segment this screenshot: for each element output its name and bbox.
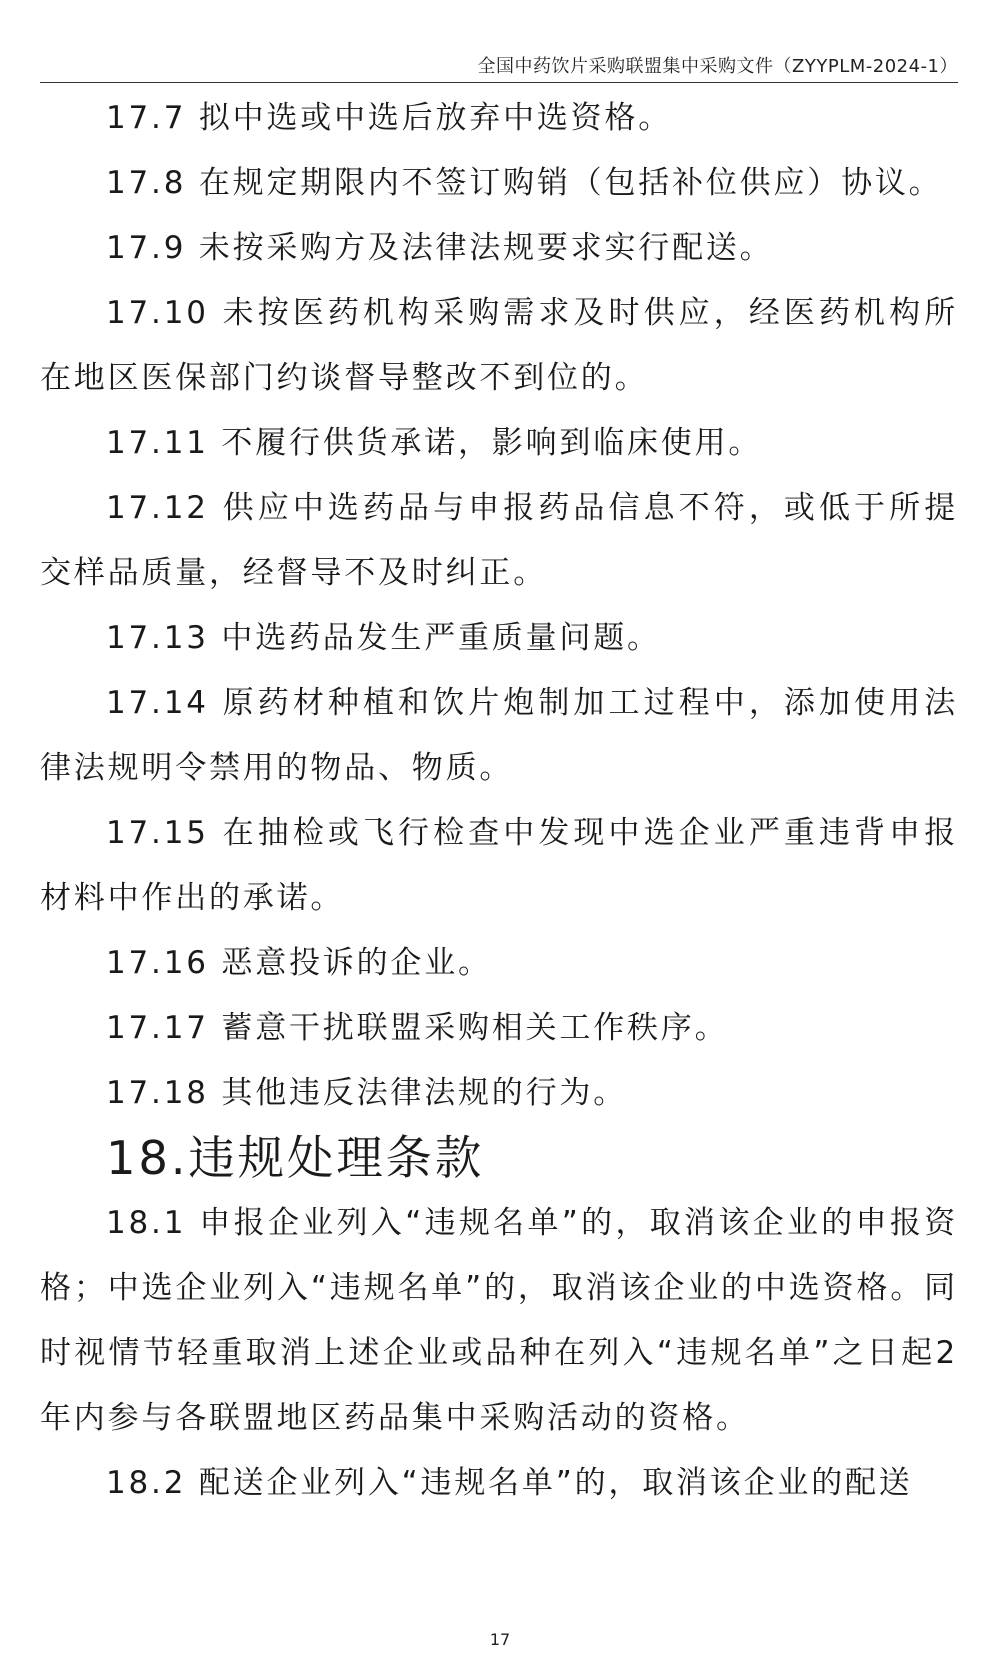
clause-18-2: 18.2 配送企业列入“违规名单”的，取消该企业的配送 [106,1465,913,1501]
clause-17-8: 17.8 在规定期限内不签订购销（包括补位供应）协议。 [106,165,943,201]
clause-17-18: 17.18 其他违反法律法规的行为。 [106,1075,627,1111]
clause-17-15: 17.15 在抽检或飞行检查中发现中选企业严重违背申报材料中作出的承诺。 [40,815,958,916]
clause-17-10: 17.10 未按医药机构采购需求及时供应，经医药机构所在地区医保部门约谈督导整改不到位的。 [40,295,958,396]
document-header: 全国中药饮片采购联盟集中采购文件（ZYYPLM-2024-1） [477,56,958,77]
clause-18-1: 18.1 申报企业列入“违规名单”的，取消该企业的申报资格；中选企业列入“违规名单”的，取消该企业的中选资格。同时视情节轻重取消上述企业或品种在列入“违规名单”之日起2年内参与各联盟地区药品集中采购活动的资格。 [40,1205,958,1436]
header-divider [40,82,958,83]
clause-17-9: 17.9 未按采购方及法律法规要求实行配送。 [106,230,774,266]
page-number: 17 [489,1630,511,1649]
clause-17-16: 17.16 恶意投诉的企业。 [106,945,492,981]
clause-17-17: 17.17 蓄意干扰联盟采购相关工作秩序。 [106,1010,729,1046]
clause-17-13: 17.13 中选药品发生严重质量问题。 [106,620,661,656]
clause-17-7: 17.7 拟中选或中选后放弃中选资格。 [106,100,673,136]
clause-17-14: 17.14 原药材种植和饮片炮制加工过程中，添加使用法律法规明令禁用的物品、物质。 [40,685,958,786]
document-body [40,86,958,1516]
clause-17-11: 17.11 不履行供货承诺，影响到临床使用。 [106,425,763,461]
section-18-heading: 18.违规处理条款 [106,1131,485,1185]
clause-17-12: 17.12 供应中选药品与申报药品信息不符，或低于所提交样品质量，经督导不及时纠正。 [40,490,958,591]
